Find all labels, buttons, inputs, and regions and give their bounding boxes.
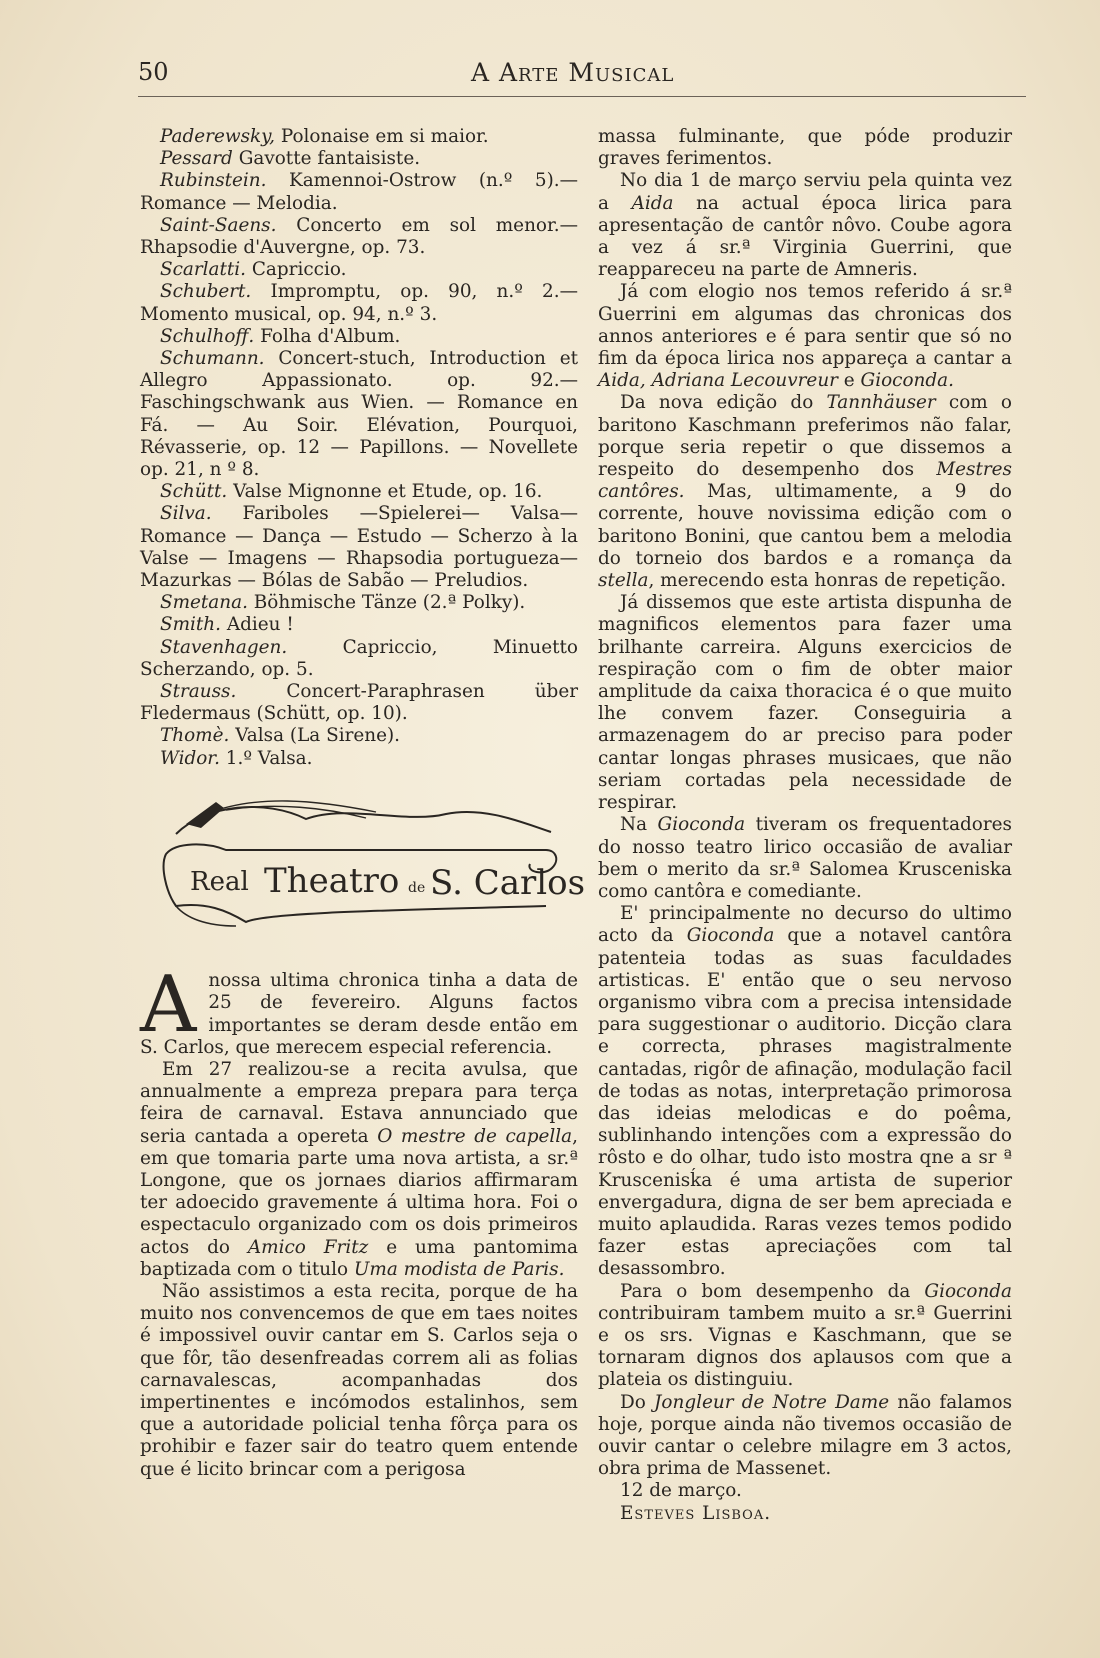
drop-cap: A (140, 960, 197, 1051)
paragraph: Já com elogio nos temos referido á sr.ª Guerrini em algumas das chronicas dos annos anteriores e é para sentir que só no fim da época lirica nos appareça a cantar a Aida, Adriana Lecouvreur e Gioconda. (598, 281, 1012, 392)
work-entry: Schulhoff. Folha d'Album. (160, 325, 401, 347)
work-entry: Smetana. Böhmische Tänze (2.ª Polky). (160, 592, 526, 614)
work-entry: Paderewsky, Polonaise em si maior. (160, 126, 489, 147)
paragraph: Em 27 realizou-se a recita avulsa, que annualmente a empreza prepara para terça feira de carnaval. Estava annunciado que seria cantada a opereta O mestre de capella, em que tomaria parte uma nova artista, a sr.ª Longone, que os jornaes diarios affirmaram ter adoecido gravemente á ultima hora. Foi o espectaculo organizado com os dois primeiros actos do Amico Fritz e uma pantomima baptizada com o titulo Uma modista de Paris. (140, 1058, 579, 1280)
work-entry: Strauss. Concert-Paraphrasen über Fledermaus (Schütt, op. 10). (140, 681, 578, 725)
paragraph: Já dissemos que este artista dispunha de magnificos elementos para fazer uma brilhante carreira. Alguns exercicios de respiração com o fim de obter maior amplitude da caixa thoracica é o que muito lhe convem fazer. Conseguiria a armazenagem do ar preciso para poder cantar longas phrases musicaes, que não seriam cortadas pela necessidade de respirar. (598, 592, 1012, 814)
paragraph: Não assistimos a esta recita, porque de ha muito nos convencemos de que em taes noites é impossivel ouvir cantar em S. Carlos seja o que fôr, tão desenfreadas correm ali as folias carnavalescas, acompanhadas dos impertinentes e incómodos estalinhos, sem que a autoridade policial tenha fôrça para os prohibir e fazer sair do teatro quem entende que é licito brincar com a perigosa (140, 1280, 578, 1480)
work-entry: Schubert. Impromptu, op. 90, n.º 2.— Momento musical, op. 94, n.º 3. (140, 281, 578, 325)
left-column (140, 126, 586, 1481)
works-list (140, 126, 578, 770)
work-entry: Saint-Saens. Concerto em sol menor.— Rhapsodie d'Auvergne, op. 73. (140, 214, 578, 259)
header-rule (138, 96, 1026, 97)
running-header (138, 58, 1026, 98)
paragraph: Para o bom desempenho da Gioconda contribuiram tambem muito a sr.ª Guerrini e os srs. Vignas e Kaschmann, que se tornaram dignos dos aplausos com que a plateia os distinguiu. (598, 1280, 1012, 1391)
work-entry: Schütt. Valse Mignonne et Etude, op. 16. (160, 481, 543, 503)
work-entry: Stavenhagen. Capriccio, Minuetto Scherzando, op. 5. (140, 636, 578, 680)
paragraph: Do Jongleur de Notre Dame não falamos hoje, porque ainda não tivemos occasião de ouvir cantar o celebre milagre em 3 actos, obra prima de Massenet. (598, 1391, 1013, 1480)
page-number: 50 (138, 58, 169, 86)
banner-word-de: de (408, 879, 426, 896)
work-entry: Pessard Gavotte fantaisiste. (160, 148, 421, 170)
paragraph: E' principalmente no decurso do ultimo acto da Gioconda que a notavel cantôra patenteia todas as suas faculdades artisticas. E' então que o seu nervoso organismo vibra com a precisa intensidade para suggestionar o auditorio. Dicção clara e correcta, phrases magistralmente cantadas, rigôr de afinação, modulação facil de todas as notas, interpretação primorosa das ideias melodicas e do poêma, sublinhando intenções com a expressão do rôsto e do olhar, tudo isto mostra qne a sr ª Kruscenisḱa é uma artista de superior envergadura, digna de ser bem apreciada e muito aplaudida. Raras vezes temos podido fazer estas apreciações com tal desassombro. (598, 903, 1012, 1280)
work-entry: Smith. Adieu ! (160, 614, 294, 636)
work-entry: Schumann. Concert-stuch, Introduction et Allegro Appassionato. op. 92.—Faschingschwank aus Wien. — Romance en Fá. — Au Soir. Elévation, Pourquoi, Révasserie, op. 12 — Papillons. — Novellete op. 21, n º 8. (140, 348, 578, 481)
paragraph: massa fulminante, que póde produzir graves ferimentos. (598, 126, 1012, 170)
lyre-icon (186, 802, 224, 828)
work-entry: Widor. 1.º Valsa. (160, 747, 313, 769)
paragraph: Na Gioconda tiveram os frequentadores do nosso teatro lirico occasião de avaliar bem o merito da sr.ª Salomea Krusceniska como cantôra e comediante. (598, 814, 1012, 902)
paragraph: Anossa ultima chronica tinha a data de 25 de fevereiro. Alguns factos importantes se deram desde então em S. Carlos, que merecem especial referencia. (140, 960, 578, 1058)
work-entry: Thomè. Valsa (La Sirene). (160, 725, 400, 747)
paragraph: No dia 1 de março serviu pela quinta vez a Aida na actual época lirica para apresentação de cantôr nôvo. Coube agora a vez á sr.ª Virginia Guerrini, que reappareceu na parte de Amneris. (598, 170, 1013, 281)
dateline: 12 de março. (620, 1480, 742, 1502)
work-entry: Scarlatti. Capriccio. (160, 259, 347, 281)
banner-word-s-carlos: S. Carlos (430, 862, 586, 903)
banner-word-real: Real (190, 866, 249, 897)
right-column (598, 126, 1012, 1525)
work-entry: Rubinstein. Kamennoi-Ostrow (n.º 5).— Romance — Melodia. (140, 170, 578, 214)
signature: Esteves Lisboa. (620, 1502, 772, 1524)
work-entry: Silva. Fariboles —Spielerei— Valsa—Romance — Dança — Estudo — Scherzo à la Valse — Imagens — Rhapsodia portugueza— Mazurkas — Bólas de Sabão — Preludios. (140, 503, 578, 592)
running-title: A Arte Musical (471, 58, 675, 87)
article-left (140, 960, 579, 1481)
theatre-banner-illustration (146, 794, 586, 934)
banner-word-theatro: Theatro (264, 860, 400, 901)
paragraph: Da nova edição do Tannhäuser com o baritono Kaschmann preferimos não falar, porque seria repetir o que dissemos a respeito do desempenho dos Mestres cantôres. Mas, ultimamente, a 9 do corrente, houve novissima edição com o baritono Bonini, que cantou bem a melodia do torneio dos bardos e a romança da stella, merecendo esta honras de repetição. (598, 392, 1012, 592)
